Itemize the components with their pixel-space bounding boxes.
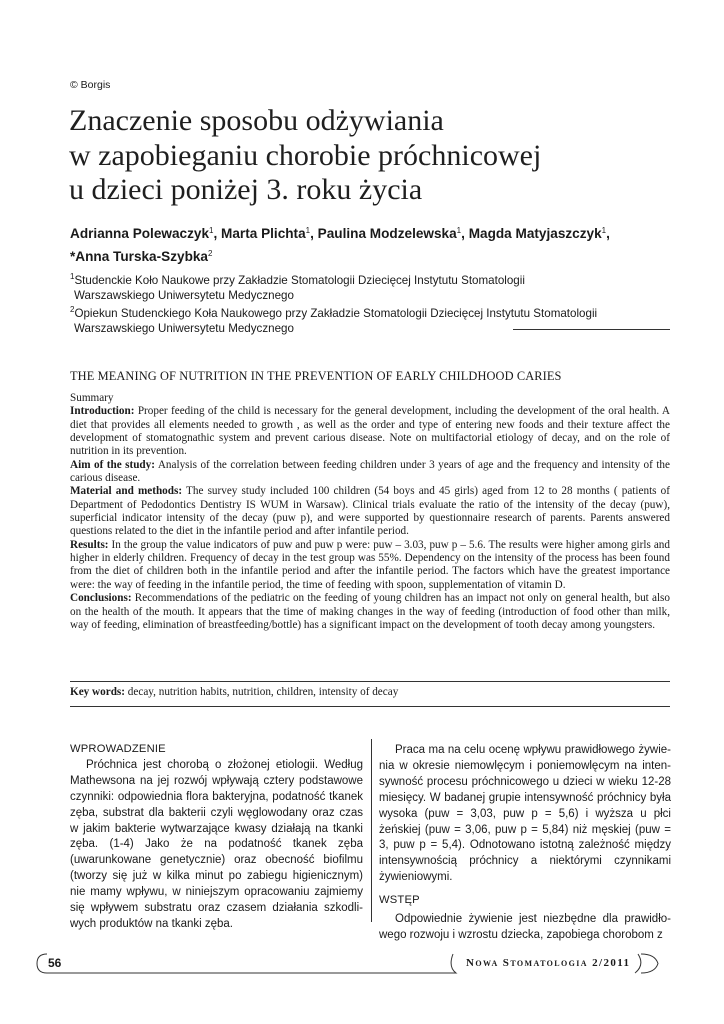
title-line: w zapobieganiu chorobie próchnicowej bbox=[69, 138, 542, 172]
section-text: Analysis of the correlation between feeding children under 3 years of age and the frequency and intensity of the carious disease. bbox=[70, 458, 670, 485]
author-affil-mark: 1 bbox=[209, 226, 214, 235]
abstract-methods bbox=[70, 485, 670, 538]
section-text: In the group the value indicators of puw and puw p were: puw – 3.03, puw p – 5.6. The results were higher among girls and higher in elderly children. Frequency of decay in the test group was 55%. Dependency on the intensity of the process has been found from the diet of children both in the infantile period and after the infantile period. The factors which have the greatest importance were: the way of feeding in the infantile period, the time of feeding with spoon, supplementation of vitamin D. bbox=[70, 538, 670, 591]
section-text: The survey study included 100 children (54 boys and 45 girls) aged from 12 to 28 months ( patients of Department of Pedodontics Dentistry IS WUM in Warsaw). Clinical trials evaluate the ratio of the intensity of the decay (puw), superficial indicator intensity of the decay (puw p), and were supported by questionnaire research of parents. Parents answered questions related to the diet in the infantile period and after infantile period. bbox=[70, 485, 670, 538]
author-name: Adrianna Polewaczyk bbox=[70, 226, 210, 241]
author-affil-mark: 1 bbox=[601, 226, 607, 235]
author-separator: , bbox=[310, 226, 318, 241]
section-heading: WPROWADZENIE bbox=[70, 743, 166, 755]
abstract-results bbox=[70, 539, 670, 592]
abstract-conclusions bbox=[70, 592, 670, 632]
author-affil-mark: 1 bbox=[456, 226, 462, 235]
author-name: Marta Plichta bbox=[221, 226, 306, 241]
author-separator: , bbox=[461, 226, 469, 241]
author-list bbox=[70, 221, 680, 267]
section-label: Material and methods: bbox=[70, 485, 183, 498]
author-name: Magda Matyjaszczyk bbox=[468, 226, 602, 241]
author-name: Paulina Modzelewska bbox=[317, 226, 457, 241]
section-text: Recommendations of the pediatric on the feeding of young children has an impact not only on general health, but also on the health of the mouth. It appears that the time of making changes in the way of feeding (introduction of food other than milk, way of feeding, elimination of breastfeeding/bottle) has a significant impact on the development of tooth decay among youngsters. bbox=[70, 592, 670, 631]
summary-label: Summary bbox=[70, 392, 114, 404]
author-separator: , bbox=[213, 226, 222, 241]
english-title: THE MEANING OF NUTRITION IN THE PREVENTION OF EARLY CHILDHOOD CARIES bbox=[70, 369, 562, 383]
abstract bbox=[70, 392, 670, 632]
body-paragraph: Próchnica jest chorobą o złożonej etiologii. Według Mathewsona na jej rozwój wpływają cztery podstawowe czynniki: odpowiednia flora bakteryjna, podatność tkanek zęba, substrat dla bakterii czyli węglowodany oraz czas w jakim bakterie wytwarzające kwasy działają na tkanki zęba. (1-4) Jako że na podatność tkanek zęba (uwarunkowane genetycznie) oraz obecność biofilmu (tworzy się już w kilka minut po zabiegu higienicznym) nie mamy wpływu, w niniejszym opracowaniu zajmiemy się wpływem substratu oraz czasem działania szkodliwych produktów na tkanki zęba. bbox=[70, 758, 363, 930]
body-paragraph: Praca ma na celu ocenę wpływu prawidłowego żywienia w okresie niemowlęcym i poniemowlęcym na intensywność procesu próchnicowego u dzieci w wieku 12-28 miesięcy. W badanej grupie intensywność próchnicy była wysoka (puw = 3,03, puw p = 5,6) i wyższa u płci żeńskiej (puw = 3,06, puw p = 5,84) niż męskiej (puw = 3, puw p = 5,4). Odnotowano istotną zależność między intensywnością próchnicy a niektórymi czynnikami żywieniowymi. bbox=[379, 744, 671, 884]
author-affil-mark: 1 bbox=[305, 226, 311, 235]
author-separator: , bbox=[606, 226, 610, 241]
title-line: Znaczenie sposobu odżywiania bbox=[69, 104, 444, 137]
affiliation-text: Warszawskiego Uniwersytetu Medycznego bbox=[74, 321, 294, 335]
section-label: Results: bbox=[70, 538, 109, 551]
affil-mark: 1 bbox=[70, 272, 75, 281]
corresponding-author-name: *Anna Turska-Szybka bbox=[70, 249, 208, 264]
title-line: u dzieci poniżej 3. roku życia bbox=[69, 173, 423, 206]
keywords bbox=[70, 686, 398, 698]
column-divider bbox=[371, 739, 372, 922]
affiliation-divider bbox=[513, 329, 670, 330]
affiliation-text: Opiekun Studenckiego Koła Naukowego przy Zakładzie Stomatologii Dziecięcej Instytutu Stomatologii bbox=[74, 307, 598, 320]
author-affil-mark: 2 bbox=[208, 249, 213, 258]
copyright-notice: © Borgis bbox=[70, 79, 111, 91]
section-label: Aim of the study: bbox=[70, 458, 155, 471]
keywords-rule-top bbox=[70, 681, 670, 682]
section-heading: WSTĘP bbox=[379, 894, 420, 907]
article-title bbox=[69, 104, 669, 208]
abstract-aim bbox=[70, 459, 670, 486]
keywords-text: decay, nutrition habits, nutrition, children, intensity of decay bbox=[125, 686, 399, 698]
body-column-left bbox=[70, 742, 363, 933]
affil-mark: 2 bbox=[70, 305, 75, 314]
affiliation-text: Warszawskiego Uniwersytetu Medycznego bbox=[74, 288, 294, 302]
journal-name: Nowa Stomatologia 2/2011 bbox=[466, 957, 631, 969]
keywords-label: Key words: bbox=[70, 686, 125, 698]
section-text: Proper feeding of the child is necessary for the general development, including the development of the oral health. A diet that provides all elements needed to growth , as well as the order and type of entering new foods and their texture affect the development of stomatognathic system and prevent carious disease. Note on multifactorial etiology of decay, and on the role of nutrition in its prevention. bbox=[70, 405, 670, 458]
keywords-rule-bottom bbox=[70, 706, 670, 707]
page-number: 56 bbox=[48, 956, 62, 970]
section-label: Conclusions: bbox=[70, 592, 132, 605]
affiliations bbox=[70, 270, 690, 336]
body-column-right bbox=[379, 743, 671, 944]
section-label: Introduction: bbox=[70, 405, 135, 418]
affiliation-text: Studenckie Koło Naukowe przy Zakładzie Stomatologii Dziecięcej Instytutu Stomatologii bbox=[74, 274, 525, 287]
body-paragraph: Odpowiednie żywienie jest niezbędne dla prawidłowego rozwoju i wzrostu dziecka, zapobiega chorobom z bbox=[379, 913, 671, 941]
abstract-introduction bbox=[70, 405, 670, 458]
